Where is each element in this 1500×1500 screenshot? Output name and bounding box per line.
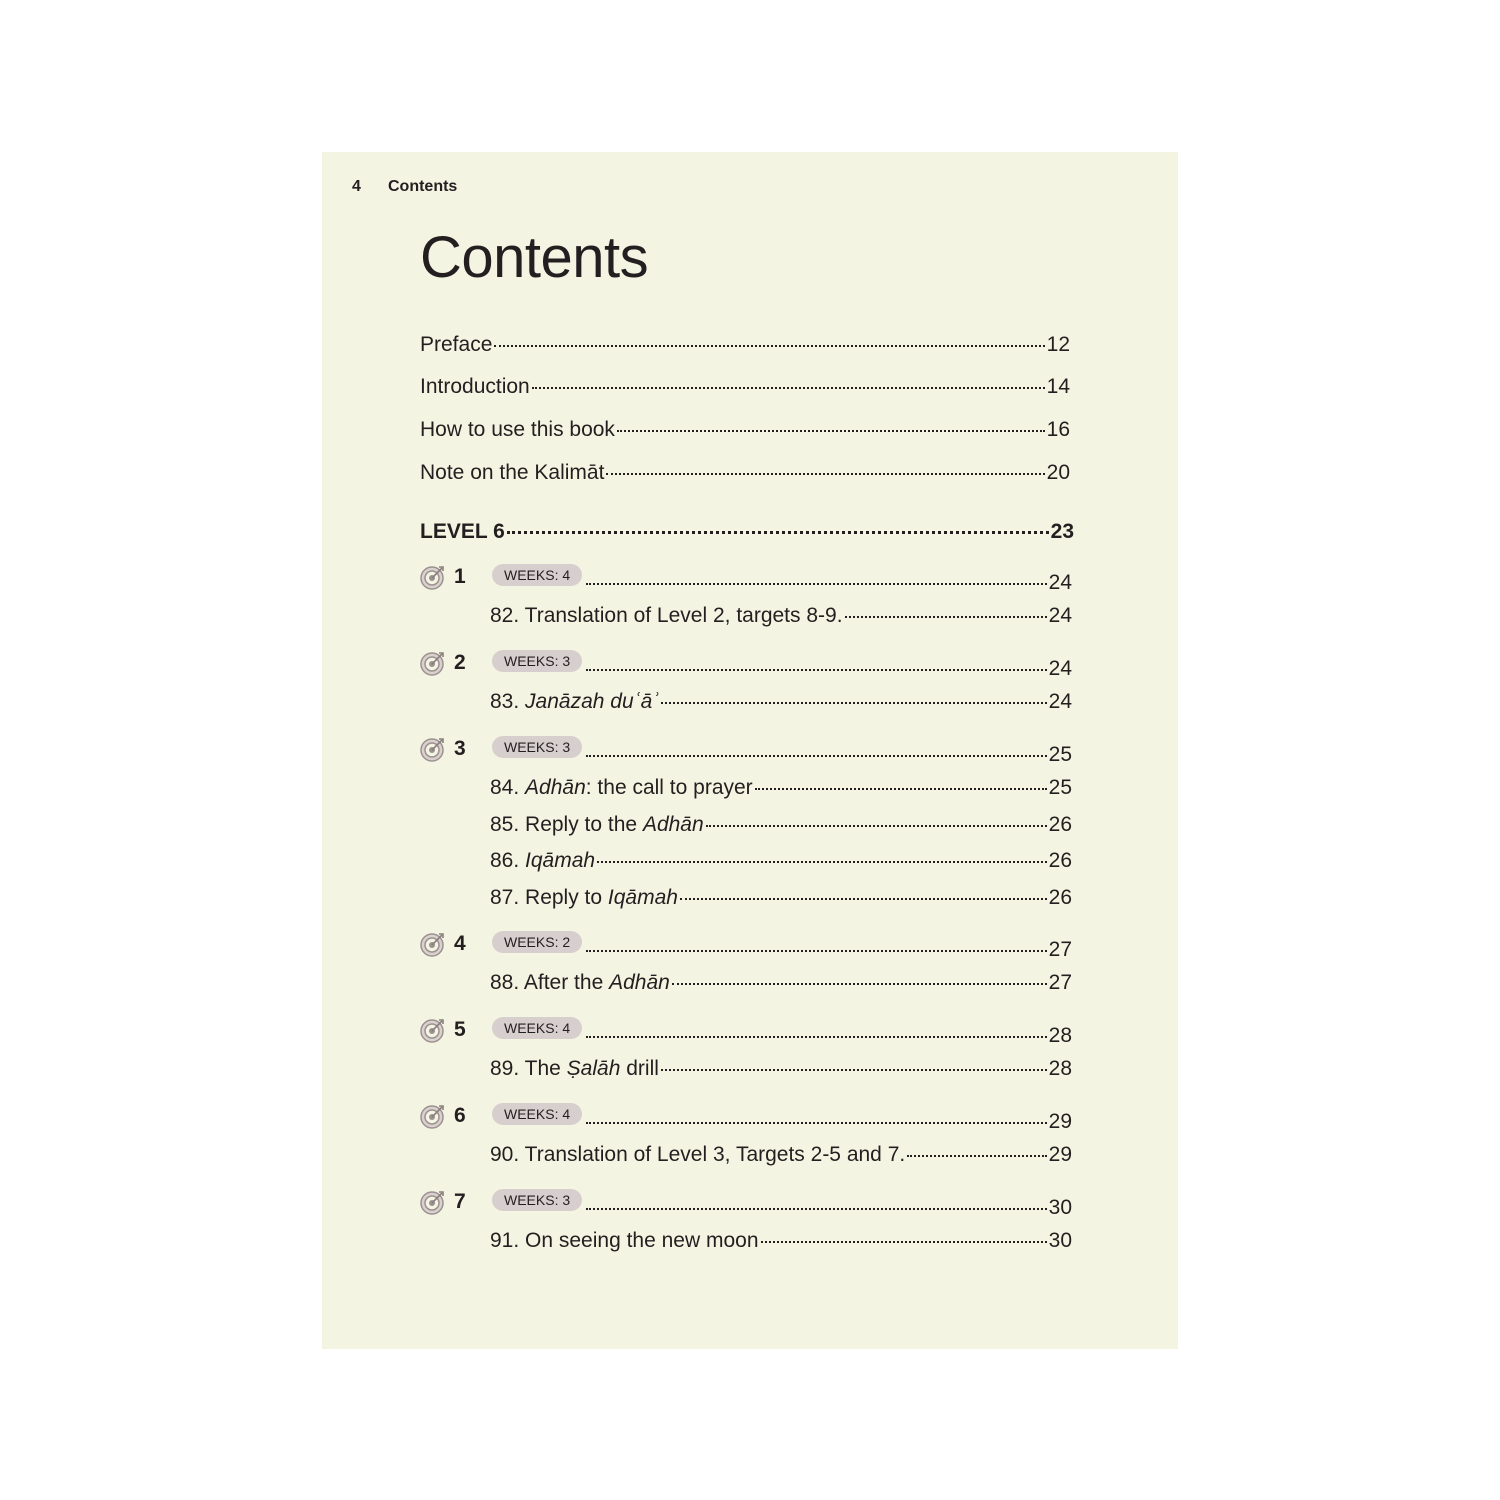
target-number [420,564,466,590]
toc-item-page: 30 [1048,1229,1072,1252]
running-head [352,178,457,196]
toc-item-label: 88. After the Adhān [490,971,670,994]
toc-item-label: 90. Translation of Level 3, Targets 2-5 and 7. [490,1143,906,1166]
dot-leader [494,324,1044,347]
target-icon [420,1103,446,1129]
dot-leader [672,962,1047,985]
toc-entry-page: 14 [1046,375,1070,398]
target-entry-page: 25 [1048,743,1072,766]
dot-leader [706,804,1047,827]
toc-item-page: 26 [1048,849,1072,872]
toc-item-label: 89. The Ṣalāh drill [490,1057,659,1080]
toc-item[interactable] [490,1052,1072,1081]
target-entry[interactable] [584,738,1072,767]
toc-item-page: 27 [1048,971,1072,994]
dot-leader [597,840,1047,863]
dot-leader [907,1134,1046,1157]
target-number-label: 5 [454,1018,466,1041]
running-head-section: Contents [388,178,458,195]
weeks-badge: WEEKS: 3 [492,650,582,672]
weeks-badge: WEEKS: 3 [492,1189,582,1211]
dot-leader [661,1048,1047,1071]
toc-item-label: 87. Reply to Iqāmah [490,885,678,909]
target-number-label: 7 [454,1190,466,1213]
toc-entry-page: 16 [1046,418,1070,441]
target-number [420,931,466,957]
target-entry-page: 28 [1048,1024,1072,1047]
level-label: LEVEL 6 [420,520,505,543]
target-icon [420,1017,446,1043]
target-icon [420,564,446,590]
toc-item[interactable] [490,1138,1072,1167]
dot-leader [586,1015,1047,1038]
dot-leader [532,366,1045,389]
target-number-label: 3 [454,737,466,760]
dot-leader [680,877,1047,900]
toc-item-label: 86. Iqāmah [490,849,596,872]
dot-leader [606,452,1044,475]
toc-entry-page: 20 [1046,461,1070,484]
target-entry-page: 30 [1048,1196,1072,1219]
target-icon [420,931,446,957]
toc-item-page: 26 [1048,812,1072,836]
dot-leader [586,929,1047,952]
target-entry[interactable] [584,1019,1072,1048]
toc-entry-page: 12 [1046,333,1070,356]
level-heading[interactable] [420,514,1074,544]
toc-item-page: 25 [1048,776,1072,799]
dot-leader [586,734,1047,757]
target-entry[interactable] [584,1191,1072,1220]
weeks-badge: WEEKS: 4 [492,1017,582,1039]
target-number-label: 1 [454,565,466,588]
target-number [420,1189,466,1215]
target-entry[interactable] [584,652,1072,681]
toc-item-label: 91. On seeing the new moon [490,1229,759,1252]
toc-item-page: 24 [1048,690,1072,713]
target-entry[interactable] [584,566,1072,595]
running-head-page-number: 4 [352,178,361,195]
target-icon [420,736,446,762]
target-entry[interactable] [584,1105,1072,1134]
toc-item[interactable] [490,966,1072,995]
toc-item[interactable] [490,599,1072,628]
toc-item-label: 83. Janāzah duʿāʾ [490,690,660,713]
toc-item[interactable] [490,1224,1072,1253]
book-page [322,152,1178,1349]
toc-item-page: 26 [1048,885,1072,909]
toc-item-page: 28 [1048,1057,1072,1080]
target-icon [420,1189,446,1215]
toc-entry[interactable] [420,456,1070,485]
dot-leader [586,648,1047,671]
target-entry-page: 29 [1048,1110,1072,1133]
target-number-label: 6 [454,1104,466,1127]
target-number-label: 4 [454,932,466,955]
target-entry[interactable] [584,933,1072,962]
target-entry-page: 24 [1048,571,1072,594]
target-icon [420,650,446,676]
toc-entry[interactable] [420,370,1070,399]
weeks-badge: WEEKS: 2 [492,931,582,953]
dot-leader [507,510,1049,534]
target-number [420,650,466,676]
toc-entry-label: Introduction [420,375,530,398]
dot-leader [761,1220,1047,1243]
target-entry-page: 27 [1048,938,1072,961]
weeks-badge: WEEKS: 3 [492,736,582,758]
toc-item-label: 84. Adhān: the call to prayer [490,776,753,799]
toc-item[interactable] [490,844,1072,873]
page-title: Contents [420,225,649,290]
toc-entry-label: How to use this book [420,418,615,441]
dot-leader [755,767,1047,790]
toc-item-page: 24 [1048,604,1072,627]
target-number [420,736,466,762]
dot-leader [586,1187,1047,1210]
toc-item[interactable] [490,808,1072,837]
target-entry-page: 24 [1048,657,1072,680]
dot-leader [586,1101,1047,1124]
dot-leader [661,681,1046,704]
dot-leader [845,595,1047,618]
toc-item-label: 85. Reply to the Adhān [490,812,704,836]
toc-item[interactable] [490,685,1072,714]
toc-entry[interactable] [420,413,1070,442]
dot-leader [617,409,1045,432]
toc-entry[interactable] [420,328,1070,357]
dot-leader [586,562,1047,585]
toc-item[interactable] [490,771,1072,800]
target-number [420,1103,466,1129]
target-number-label: 2 [454,651,466,674]
target-number [420,1017,466,1043]
weeks-badge: WEEKS: 4 [492,564,582,586]
toc-entry-label: Preface [420,333,493,356]
level-page: 23 [1050,520,1074,543]
toc-entry-label: Note on the Kalimāt [420,461,605,484]
toc-item-label: 82. Translation of Level 2, targets 8-9. [490,604,843,627]
toc-item-page: 29 [1048,1143,1072,1166]
weeks-badge: WEEKS: 4 [492,1103,582,1125]
toc-item[interactable] [490,881,1072,910]
